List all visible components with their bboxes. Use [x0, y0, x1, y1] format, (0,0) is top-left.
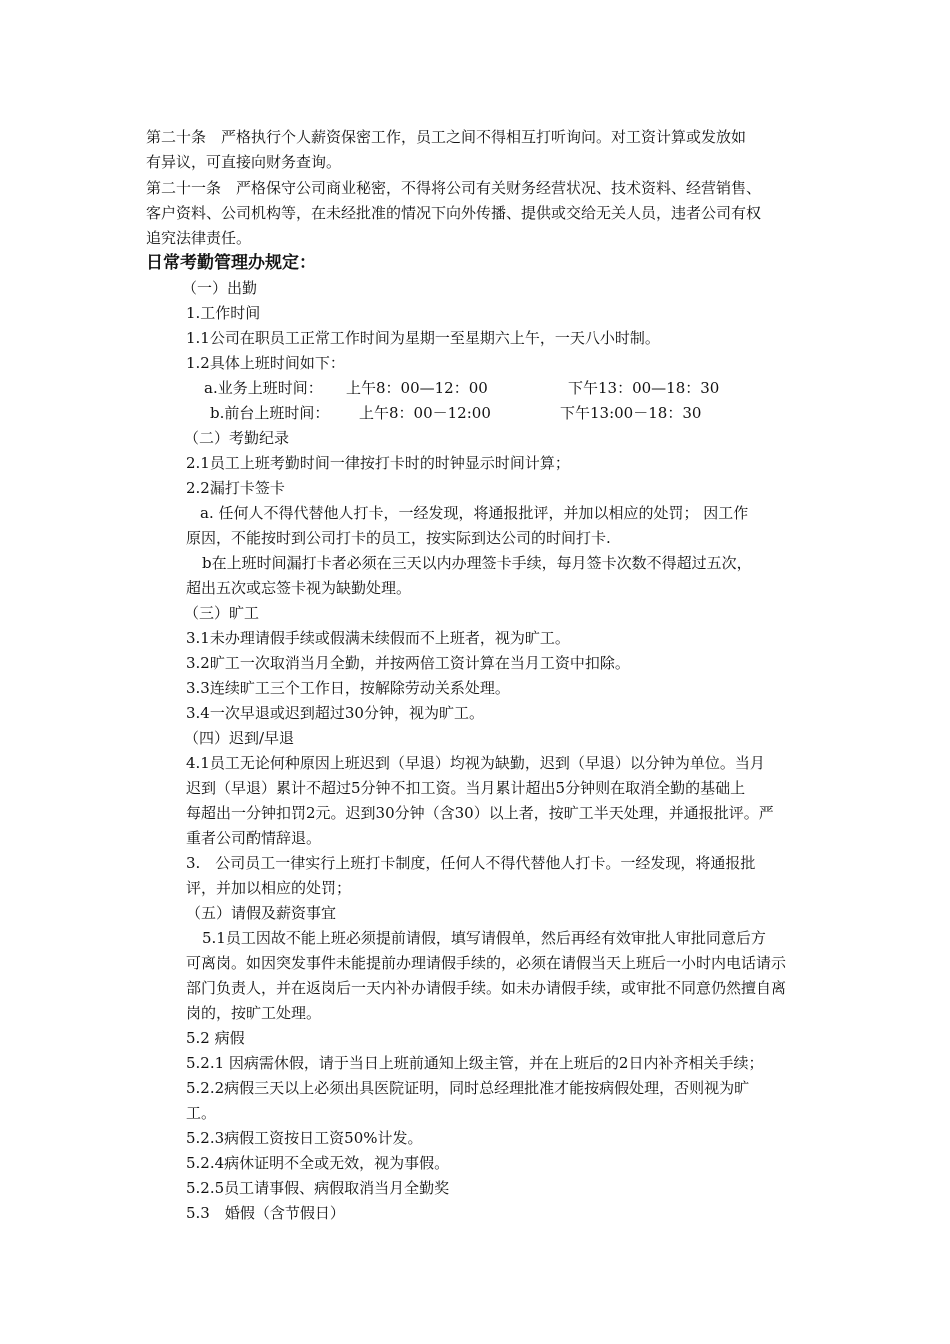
item-5-2-4: 5.2.4病休证明不全或无效，视为事假。 — [186, 1154, 450, 1172]
article-20-line-1: 第二十条 严格执行个人薪资保密工作，员工之间不得相互打听询问。对工资计算或发放如 — [146, 128, 747, 146]
article-21-line-2: 客户资料、公司机构等，在未经批准的情况下向外传播、提供或交给无关人员，违者公司有权 — [146, 204, 762, 222]
item-5-2-2-line-1: 5.2.2病假三天以上必须出具医院证明，同时总经理批准才能按病假处理，否则视为旷 — [186, 1079, 750, 1097]
section-2-title: （二）考勤纪录 — [184, 429, 290, 447]
item-5-1-line-3: 部门负责人，并在返岗后一天内补办请假手续。如未办请假手续，或审批不同意仍然擅自离 — [186, 979, 787, 997]
section-1-title: （一）出勤 — [182, 279, 258, 297]
item-4-3-line-2: 评，并加以相应的处罚； — [186, 879, 352, 897]
item-5-2-2-line-2: 工。 — [186, 1104, 217, 1122]
schedule-a-afternoon: 下午13：00—18：30 — [568, 379, 720, 397]
item-2-2-a-line-2: 原因，不能按时到公司打卡的员工，按实际到达公司的时间打卡. — [186, 529, 611, 547]
section-4-title: （四）迟到/早退 — [184, 729, 295, 747]
item-4-1-line-1: 4.1员工无论何种原因上班迟到（早退）均视为缺勤，迟到（早退）以分钟为单位。当月 — [186, 754, 765, 772]
item-4-1-line-4: 重者公司酌情辞退。 — [186, 829, 322, 847]
section-3-title: （三）旷工 — [184, 604, 260, 622]
item-3-2: 3.2旷工一次取消当月全勤，并按两倍工资计算在当月工资中扣除。 — [186, 654, 630, 672]
item-5-3: 5.3 婚假（含节假日） — [186, 1204, 345, 1222]
item-3-3: 3.3连续旷工三个工作日，按解除劳动关系处理。 — [186, 679, 510, 697]
item-5-2-3: 5.2.3病假工资按日工资50%计发。 — [186, 1129, 423, 1147]
item-4-1-line-3: 每超出一分钟扣罚2元。迟到30分钟（含30）以上者，按旷工半天处理，并通报批评。严 — [186, 804, 774, 822]
item-1: 1.工作时间 — [186, 304, 261, 322]
item-3-4: 3.4一次早退或迟到超过30分钟，视为旷工。 — [186, 704, 484, 722]
item-2-2-b-line-2: 超出五次或忘签卡视为缺勤处理。 — [186, 579, 412, 597]
article-20-line-2: 有异议，可直接向财务查询。 — [146, 153, 342, 171]
article-21-line-1: 第二十一条 严格保守公司商业秘密，不得将公司有关财务经营状况、技术资料、经营销售、 — [146, 179, 762, 197]
item-5-1-line-1: 5.1员工因故不能上班必须提前请假，填写请假单，然后再经有效审批人审批同意后方 — [202, 929, 766, 947]
schedule-b-morning: 上午8：00－12:00 — [359, 404, 491, 422]
item-2-2-b-line-1: b在上班时间漏打卡者必须在三天以内办理签卡手续，每月签卡次数不得超过五次， — [202, 554, 752, 572]
item-5-2: 5.2 病假 — [186, 1029, 245, 1047]
schedule-b-label: b.前台上班时间： — [210, 404, 330, 422]
item-3-1: 3.1未办理请假手续或假满未续假而不上班者，视为旷工。 — [186, 629, 570, 647]
schedule-b-afternoon: 下午13:00－18：30 — [560, 404, 702, 422]
item-4-3-line-1: 3. 公司员工一律实行上班打卡制度，任何人不得代替他人打卡。一经发现，将通报批 — [186, 854, 756, 872]
schedule-a-label: a.业务上班时间： — [204, 379, 323, 397]
item-2-2-a-line-1: a. 任何人不得代替他人打卡，一经发现，将通报批评，并加以相应的处罚； 因工作 — [200, 504, 749, 522]
section-heading: 日常考勤管理办规定： — [146, 253, 316, 273]
item-5-2-5: 5.2.5员工请事假、病假取消当月全勤奖 — [186, 1179, 450, 1197]
article-21-line-3: 追究法律责任。 — [146, 229, 252, 247]
item-5-1-line-2: 可离岗。如因突发事件未能提前办理请假手续的，必须在请假当天上班后一小时内电话请示 — [186, 954, 787, 972]
item-2-1: 2.1员工上班考勤时间一律按打卡时的时钟显示时间计算； — [186, 454, 570, 472]
item-5-2-1: 5.2.1 因病需休假，请于当日上班前通知上级主管，并在上班后的2日内补齐相关手续； — [186, 1054, 764, 1072]
schedule-a-morning: 上午8：00—12：00 — [346, 379, 488, 397]
item-1-1: 1.1公司在职员工正常工作时间为星期一至星期六上午，一天八小时制。 — [186, 329, 660, 347]
item-5-1-line-4: 岗的，按旷工处理。 — [186, 1004, 322, 1022]
item-1-2: 1.2具体上班时间如下： — [186, 354, 345, 372]
item-4-1-line-2: 迟到（早退）累计不超过5分钟不扣工资。当月累计超出5分钟则在取消全勤的基础上 — [186, 779, 746, 797]
item-2-2: 2.2漏打卡签卡 — [186, 479, 285, 497]
section-5-title: （五）请假及薪资事宜 — [186, 904, 337, 922]
